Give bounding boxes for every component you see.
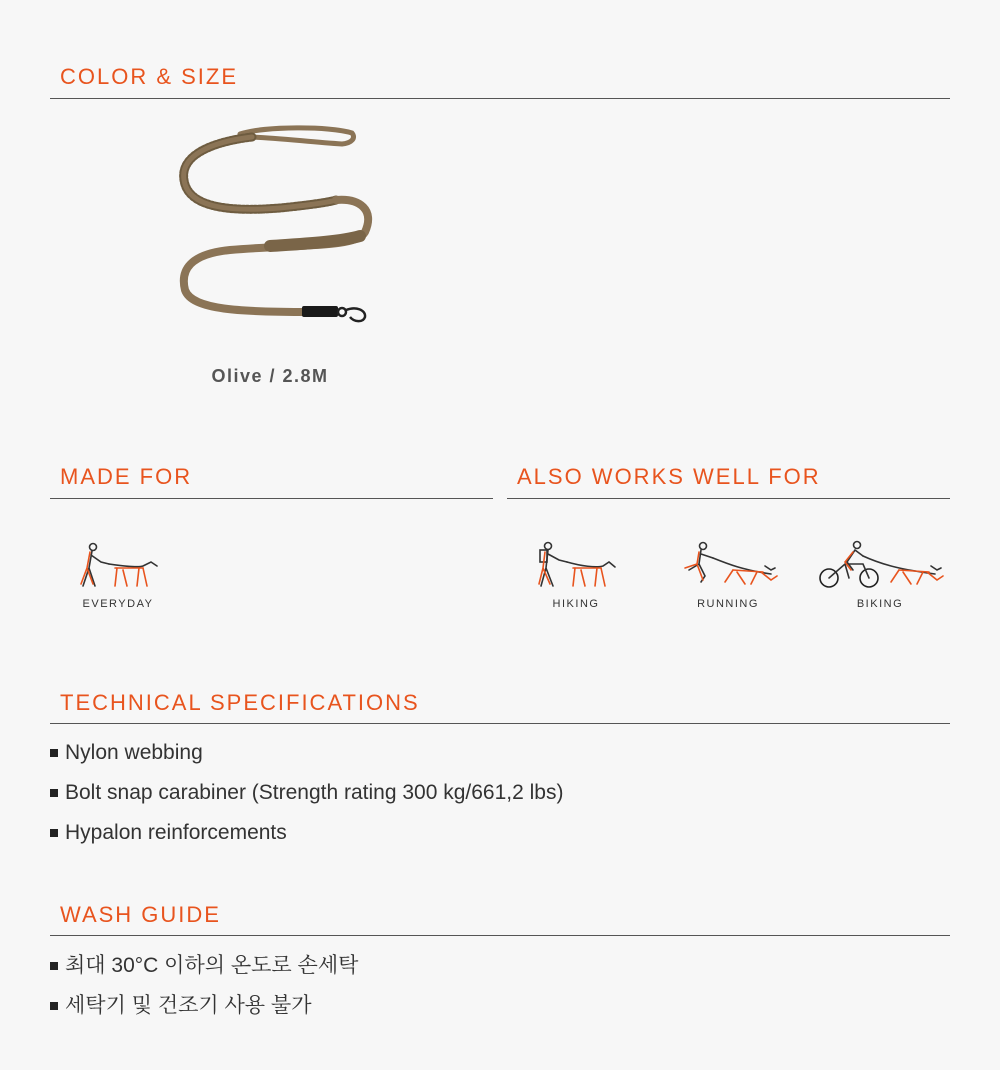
made-for-title: MADE FOR: [60, 464, 193, 489]
list-item: [50, 733, 563, 773]
list-item: [50, 946, 358, 986]
bullet-icon: [50, 749, 58, 757]
divider: [50, 98, 950, 99]
divider: [50, 498, 493, 499]
divider: [50, 935, 950, 936]
list-item: [50, 813, 563, 853]
bullet-icon: [50, 1002, 58, 1010]
wash-guide-list: [50, 946, 358, 1026]
color-size-title: COLOR & SIZE: [60, 64, 239, 89]
wash-guide-title: WASH GUIDE: [60, 902, 221, 927]
activity-label: HIKING: [552, 598, 600, 610]
bullet-icon: [50, 829, 58, 837]
tech-specs-title: TECHNICAL SPECIFICATIONS: [60, 690, 420, 715]
activity-label: BIKING: [856, 598, 904, 610]
spec-text: Hypalon reinforcements: [65, 821, 287, 844]
wash-text: 세탁기 및 건조기 사용 불가: [65, 994, 312, 1017]
activity-running: [653, 540, 803, 630]
divider: [50, 723, 950, 724]
walking-dog-icon: [43, 540, 193, 596]
leash-image: [170, 120, 390, 335]
activity-hiking: [501, 540, 651, 630]
activity-biking: [805, 540, 955, 630]
activity-label: RUNNING: [697, 598, 759, 610]
wash-text: 최대 30°C 이하의 온도로 손세탁: [65, 954, 359, 977]
spec-text: Nylon webbing: [65, 741, 203, 764]
also-works-title: ALSO WORKS WELL FOR: [517, 464, 821, 489]
biking-dog-icon: [805, 540, 955, 596]
bullet-icon: [50, 962, 58, 970]
activity-everyday: [43, 540, 193, 630]
activity-label: EVERYDAY: [82, 598, 154, 610]
list-item: [50, 986, 358, 1026]
spec-text: Bolt snap carabiner (Strength rating 300 kg/661,2 lbs): [65, 781, 564, 804]
list-item: [50, 773, 563, 813]
variant-label: Olive / 2.8M: [211, 366, 329, 386]
bullet-icon: [50, 789, 58, 797]
running-dog-icon: [653, 540, 803, 596]
divider: [507, 498, 950, 499]
hiking-dog-icon: [501, 540, 651, 596]
tech-specs-list: [50, 733, 563, 853]
